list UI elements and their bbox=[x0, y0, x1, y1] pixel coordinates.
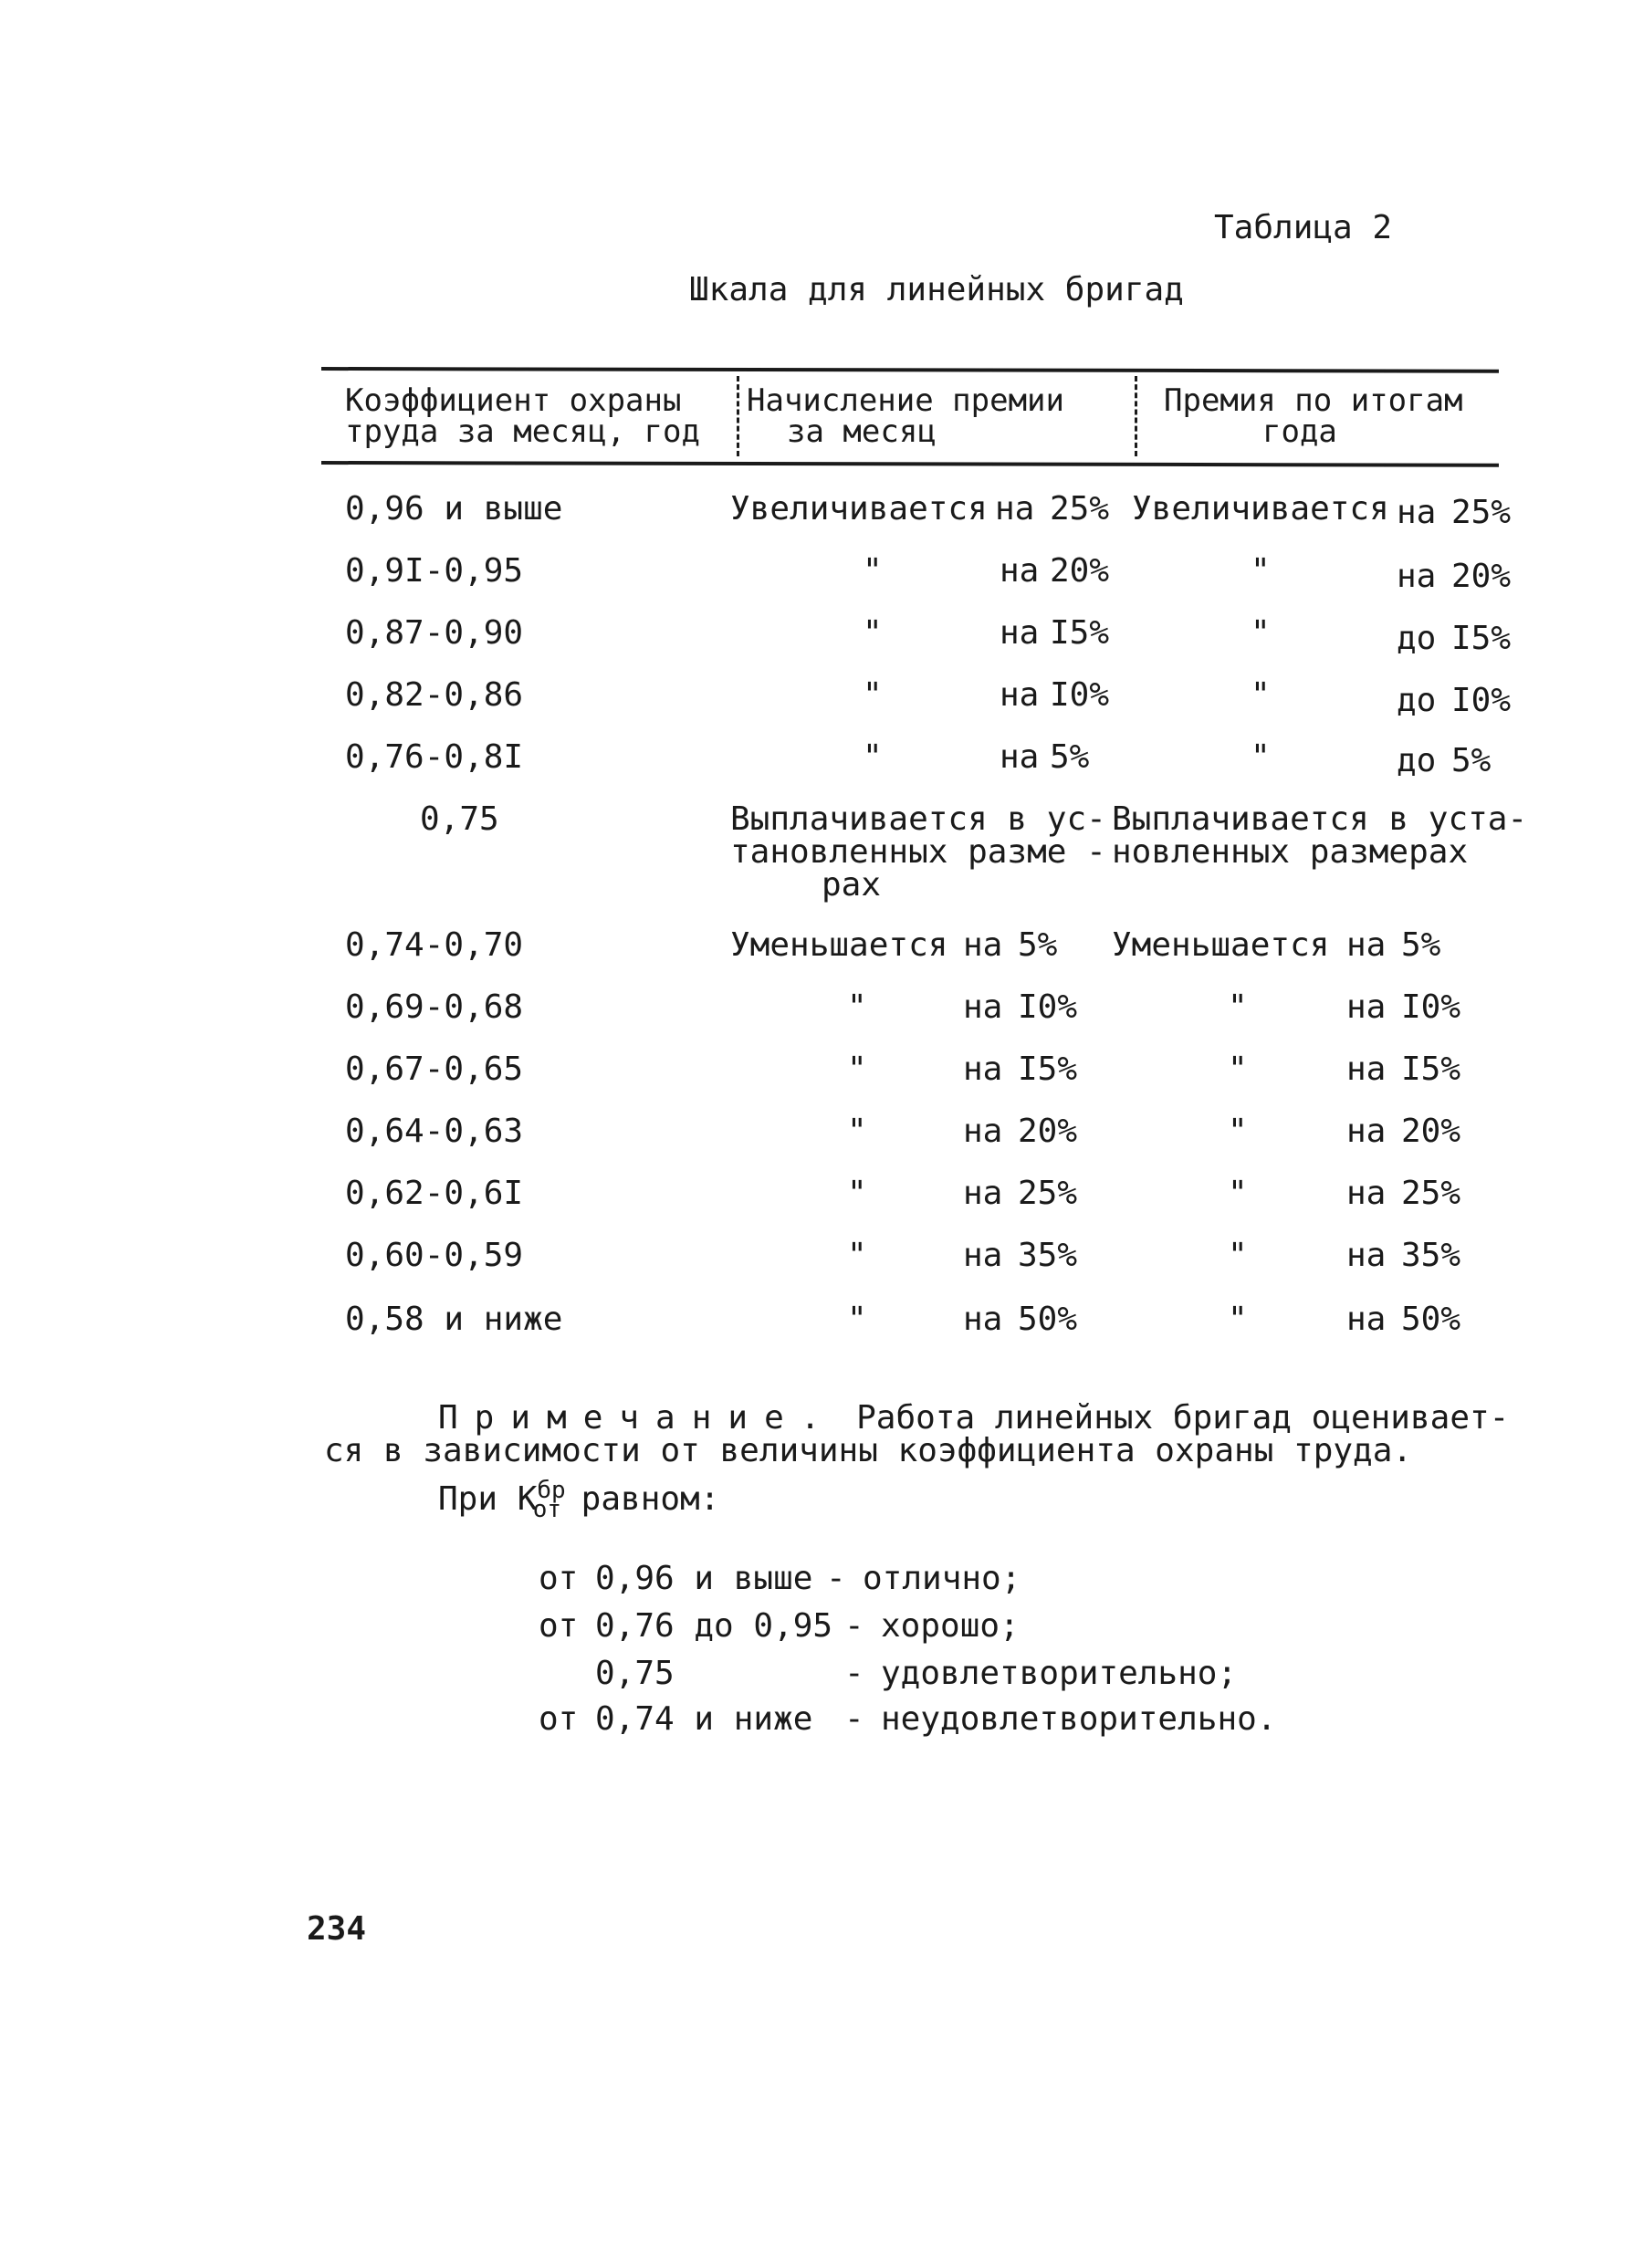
row-monthly-pct: 25% bbox=[1018, 1175, 1078, 1212]
row-annual-prep: на bbox=[1346, 1301, 1387, 1338]
row-annual-word: " bbox=[1251, 738, 1271, 776]
row-annual-pct: I0% bbox=[1451, 682, 1512, 719]
header-monthly-line1: Начисление премии bbox=[747, 382, 1064, 419]
row-monthly-pct: 35% bbox=[1018, 1237, 1078, 1274]
row-annual-prep: до bbox=[1397, 742, 1437, 779]
row-annual-pct: 5% bbox=[1401, 926, 1441, 964]
row-monthly-word: " bbox=[847, 1237, 867, 1274]
table-header-rule bbox=[321, 461, 1499, 467]
row-monthly-line3: рах bbox=[822, 866, 882, 904]
row-monthly-word: " bbox=[863, 614, 883, 652]
row-monthly-pct: I0% bbox=[1018, 988, 1078, 1026]
page-number: 234 bbox=[307, 1910, 367, 1948]
grade-text: удовлетворительно; bbox=[881, 1655, 1238, 1692]
row-monthly-prep: на bbox=[963, 1301, 1003, 1338]
row-annual-prep: на bbox=[1397, 494, 1437, 531]
row-annual-word: Уменьшается bbox=[1112, 926, 1330, 964]
grade-range: 0,74 и ниже bbox=[595, 1700, 813, 1738]
row-coef: 0,58 и ниже bbox=[345, 1301, 563, 1338]
row-annual-prep: на bbox=[1346, 1237, 1387, 1274]
row-monthly-pct: I5% bbox=[1050, 614, 1110, 652]
table-title: Шкала для линейных бригад bbox=[689, 271, 1184, 308]
row-coef: 0,75 bbox=[420, 800, 499, 838]
row-monthly-line1: Выплачивается в ус- bbox=[730, 800, 1106, 838]
row-coef: 0,82-0,86 bbox=[345, 676, 524, 714]
header-coefficient bbox=[345, 382, 700, 450]
row-annual-pct: 50% bbox=[1401, 1301, 1461, 1338]
header-coefficient-line1: Коэффициент охраны bbox=[345, 382, 682, 419]
row-coef: 0,76-0,8I bbox=[345, 738, 524, 776]
row-annual-word: " bbox=[1251, 676, 1271, 714]
row-monthly-prep: на bbox=[963, 988, 1003, 1026]
row-monthly-pct: I5% bbox=[1018, 1050, 1078, 1088]
row-annual-line2: новленных размерах bbox=[1112, 833, 1469, 871]
row-monthly-prep: на bbox=[995, 490, 1035, 528]
row-monthly-pct: 20% bbox=[1050, 552, 1110, 590]
header-monthly-bonus bbox=[747, 382, 1064, 450]
row-monthly-pct: 20% bbox=[1018, 1113, 1078, 1150]
row-monthly-prep: на bbox=[1000, 614, 1040, 652]
row-annual-prep: на bbox=[1346, 926, 1387, 964]
row-monthly-pct: 25% bbox=[1050, 490, 1110, 528]
row-annual-pct: 35% bbox=[1401, 1237, 1461, 1274]
row-monthly-pct: 5% bbox=[1050, 738, 1090, 776]
row-annual-word: Увеличивается bbox=[1132, 490, 1389, 528]
row-coef: 0,60-0,59 bbox=[345, 1237, 524, 1274]
grade-text: хорошо; bbox=[881, 1607, 1020, 1645]
table-label: Таблица 2 bbox=[1214, 209, 1393, 246]
grade-range: 0,96 и выше bbox=[595, 1560, 813, 1597]
row-annual-word: " bbox=[1228, 1175, 1248, 1212]
row-monthly-line2: тановленных разме - bbox=[730, 833, 1106, 871]
table-top-rule bbox=[321, 367, 1499, 373]
header-monthly-line2: за месяц bbox=[787, 413, 937, 450]
row-annual-word: " bbox=[1251, 614, 1271, 652]
header-annual-bonus bbox=[1164, 382, 1463, 450]
row-coef: 0,62-0,6I bbox=[345, 1175, 524, 1212]
header-coefficient-line2: труда за месяц, год bbox=[345, 413, 700, 450]
row-coef: 0,74-0,70 bbox=[345, 926, 524, 964]
row-annual-pct: I5% bbox=[1401, 1050, 1461, 1088]
header-separator-2 bbox=[1135, 376, 1137, 456]
grade-dash: - bbox=[844, 1700, 864, 1738]
grade-range: 0,75 bbox=[595, 1655, 675, 1692]
row-monthly-word: " bbox=[863, 552, 883, 590]
row-annual-word: " bbox=[1228, 1237, 1248, 1274]
row-monthly-word: " bbox=[847, 1301, 867, 1338]
row-monthly-word: Уменьшается bbox=[730, 926, 948, 964]
note-line2: ся в зависимости от величины коэффициента охраны труда. bbox=[324, 1432, 1413, 1469]
note-k-prefix: При К bbox=[438, 1480, 538, 1518]
grade-from: от bbox=[539, 1560, 579, 1597]
row-coef: 0,9I-0,95 bbox=[345, 552, 524, 590]
grade-dash: - bbox=[844, 1655, 864, 1692]
grade-dash: - bbox=[844, 1607, 864, 1645]
grade-from: от bbox=[539, 1607, 579, 1645]
row-monthly-prep: на bbox=[963, 1113, 1003, 1150]
row-annual-pct: I0% bbox=[1401, 988, 1461, 1026]
note-k-sup: бр bbox=[537, 1477, 566, 1504]
row-monthly-word: Увеличивается bbox=[730, 490, 988, 528]
row-annual-word: " bbox=[1228, 988, 1248, 1026]
row-monthly-word: " bbox=[847, 1175, 867, 1212]
grade-dash: - bbox=[826, 1560, 846, 1597]
row-annual-pct: 20% bbox=[1451, 558, 1512, 595]
row-monthly-prep: на bbox=[1000, 552, 1040, 590]
row-monthly-prep: на bbox=[1000, 738, 1040, 776]
row-monthly-prep: на bbox=[1000, 676, 1040, 714]
row-monthly-word: " bbox=[847, 1050, 867, 1088]
row-annual-word: " bbox=[1228, 1301, 1248, 1338]
row-annual-word: " bbox=[1228, 1113, 1248, 1150]
note-label: Примечание. bbox=[438, 1399, 837, 1437]
note-k-line bbox=[438, 1477, 720, 1524]
row-coef: 0,64-0,63 bbox=[345, 1113, 524, 1150]
grade-range: 0,76 до 0,95 bbox=[595, 1607, 833, 1645]
note-line1 bbox=[438, 1399, 1510, 1437]
row-annual-word: " bbox=[1251, 552, 1271, 590]
note-k-sub: от bbox=[532, 1496, 561, 1524]
row-coef: 0,96 и выше bbox=[345, 490, 563, 528]
row-annual-prep: на bbox=[1346, 1175, 1387, 1212]
row-monthly-prep: на bbox=[963, 1237, 1003, 1274]
row-annual-pct: 20% bbox=[1401, 1113, 1461, 1150]
row-monthly-word: " bbox=[863, 738, 883, 776]
note-line1-rest: Работа линейных бригад оценивает- bbox=[856, 1399, 1510, 1437]
row-annual-prep: на bbox=[1346, 988, 1387, 1026]
row-annual-pct: 25% bbox=[1451, 494, 1512, 531]
row-coef: 0,87-0,90 bbox=[345, 614, 524, 652]
row-monthly-pct: I0% bbox=[1050, 676, 1110, 714]
row-annual-prep: до bbox=[1397, 620, 1437, 657]
row-monthly-prep: на bbox=[963, 926, 1003, 964]
row-monthly-pct: 5% bbox=[1018, 926, 1058, 964]
header-annual-line1: Премия по итогам bbox=[1164, 382, 1463, 419]
header-separator-1 bbox=[737, 376, 739, 456]
row-annual-pct: 25% bbox=[1401, 1175, 1461, 1212]
row-annual-prep: на bbox=[1397, 558, 1437, 595]
row-coef: 0,67-0,65 bbox=[345, 1050, 524, 1088]
row-monthly-word: " bbox=[847, 988, 867, 1026]
header-annual-line2: года bbox=[1262, 413, 1337, 450]
row-annual-prep: на bbox=[1346, 1050, 1387, 1088]
grade-text: неудовлетворительно. bbox=[881, 1700, 1277, 1738]
row-annual-prep: до bbox=[1397, 682, 1437, 719]
note-k-suffix: равном: bbox=[561, 1480, 720, 1518]
row-coef: 0,69-0,68 bbox=[345, 988, 524, 1026]
row-monthly-pct: 50% bbox=[1018, 1301, 1078, 1338]
row-annual-line1: Выплачивается в уста- bbox=[1112, 800, 1528, 838]
row-monthly-word: " bbox=[847, 1113, 867, 1150]
row-annual-pct: I5% bbox=[1451, 620, 1512, 657]
grade-from: от bbox=[539, 1700, 579, 1738]
row-monthly-prep: на bbox=[963, 1175, 1003, 1212]
row-annual-word: " bbox=[1228, 1050, 1248, 1088]
row-monthly-word: " bbox=[863, 676, 883, 714]
row-annual-pct: 5% bbox=[1451, 742, 1492, 779]
row-annual-prep: на bbox=[1346, 1113, 1387, 1150]
grade-text: отлично; bbox=[863, 1560, 1021, 1597]
row-monthly-prep: на bbox=[963, 1050, 1003, 1088]
